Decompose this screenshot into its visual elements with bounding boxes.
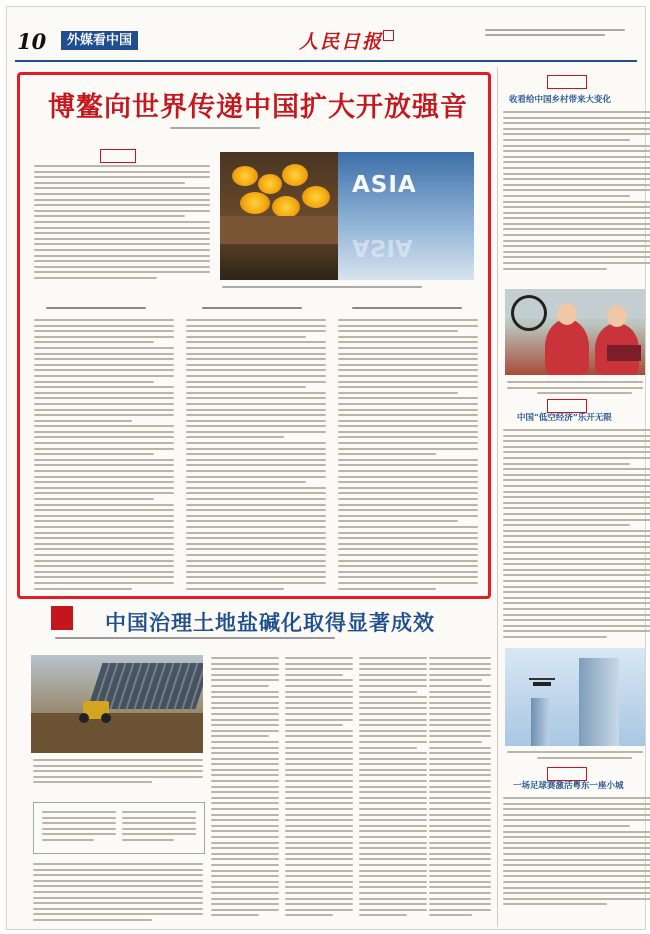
- sidebar-article-3-title[interactable]: 一场足球赛激活粤东一座小城: [513, 781, 624, 791]
- asia-sign-reflection: ASIA: [352, 234, 413, 260]
- lead-photo-caption: [222, 286, 422, 292]
- second-article-col-4: [359, 657, 427, 920]
- second-article-subtitle: [55, 637, 335, 643]
- section-tag: 外媒看中国: [61, 31, 138, 50]
- sidebar-article-2-text: [503, 429, 650, 642]
- lead-article-title[interactable]: 博鳌向世界传递中国扩大开放强音: [48, 92, 468, 123]
- second-article-col-3: [285, 657, 353, 920]
- asia-sign-text: ASIA: [352, 172, 417, 198]
- lead-article-photo: [220, 152, 474, 280]
- sidebar-article-2-title[interactable]: 中国“低空经济”乐开无限: [517, 413, 612, 423]
- sidebar-stamp-1: [547, 75, 587, 89]
- lead-column-3: [338, 319, 478, 593]
- second-article-photo: [31, 655, 203, 753]
- newspaper-page: [6, 6, 646, 930]
- lead-article-byline: [170, 127, 260, 133]
- lead-subheads: [34, 303, 480, 313]
- second-article-title[interactable]: 中国治理土地盐碱化取得显著成效: [105, 610, 435, 635]
- lead-article-stamp: [100, 149, 136, 163]
- second-article-col-5: [429, 657, 491, 920]
- sidebar-article-1-text: [503, 111, 650, 273]
- sidebar-rule: [497, 67, 498, 927]
- sidebar-article-3-text: [503, 797, 650, 909]
- second-article-quote-box: [33, 802, 205, 854]
- sidebar-photo-1-caption: [507, 381, 643, 398]
- date-info: [485, 29, 635, 40]
- sidebar-photo-2-caption: [507, 751, 643, 762]
- lead-article-lede: [34, 165, 210, 282]
- lead-column-1: [34, 319, 174, 593]
- sidebar-article-1-title[interactable]: 收看给中国乡村带来大变化: [509, 95, 612, 105]
- second-article-col-1-text: [33, 863, 203, 925]
- lead-column-2: [186, 319, 326, 593]
- lead-article-highlight[interactable]: [17, 72, 491, 599]
- header-rule: [15, 60, 637, 62]
- second-article-col-2: [211, 657, 279, 920]
- sidebar-photo-2: [505, 648, 645, 746]
- masthead-logo: 人民日报: [299, 27, 394, 54]
- second-article-caption: [33, 759, 203, 787]
- second-article-stamp: [51, 606, 73, 630]
- page-header: [15, 27, 637, 57]
- sidebar-photo-1: [505, 289, 645, 375]
- page-number: 10: [17, 29, 47, 54]
